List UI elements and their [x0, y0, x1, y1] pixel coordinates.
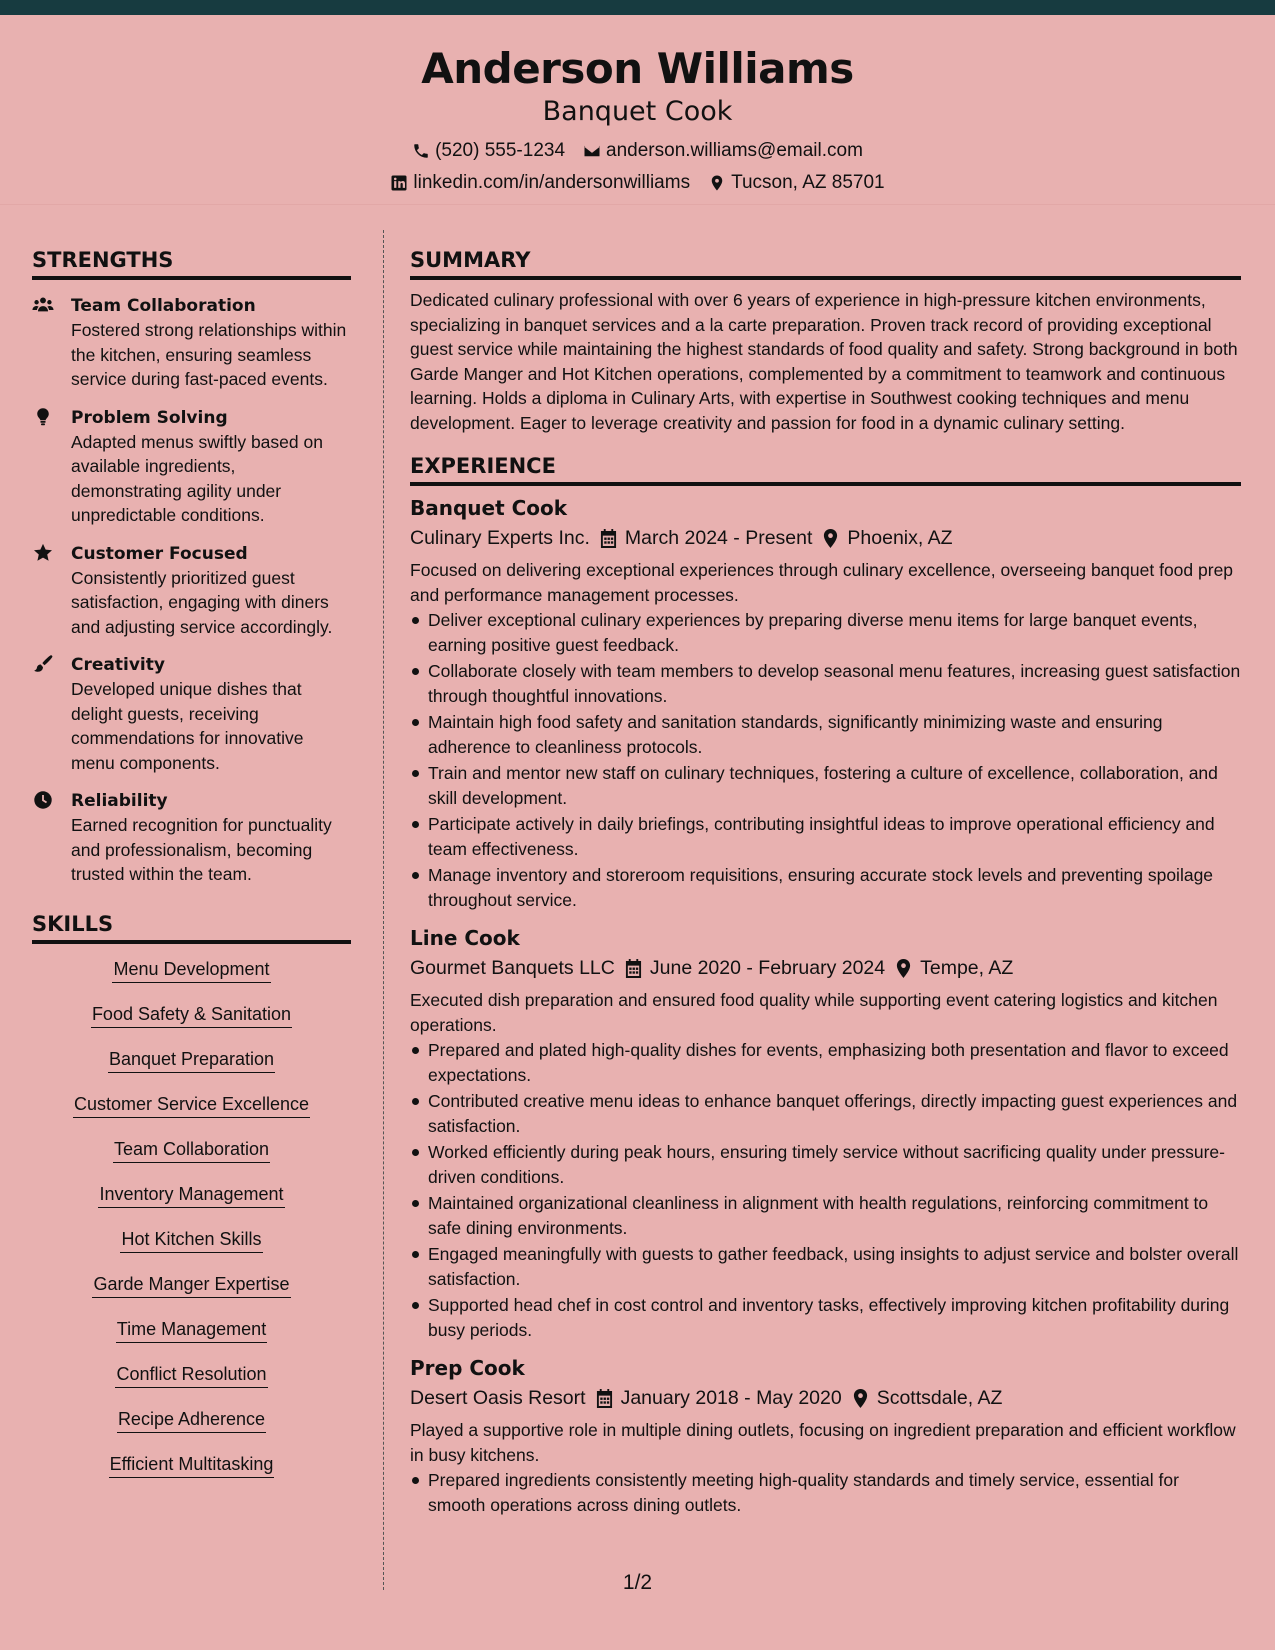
skill-label: Conflict Resolution — [115, 1361, 267, 1388]
strength-desc: Adapted menus swiftly based on available ingredients, demonstrating agility under unpredictable conditions. — [71, 431, 323, 525]
skill-label: Food Safety & Sanitation — [91, 1001, 292, 1028]
job-bullet: Engaged meaningfully with guests to gather feedback, using insights to adjust service and bolster overall satisfaction. — [410, 1242, 1241, 1291]
job-bullet: Prepared and plated high-quality dishes for events, emphasizing both presentation and flavor to exceed expectations. — [410, 1038, 1241, 1087]
linkedin-text[interactable]: linkedin.com/in/andersonwilliams — [413, 172, 691, 193]
job-bullet: Maintained organizational cleanliness in alignment with health regulations, reinforcing commitment to safe dining environments. — [410, 1191, 1241, 1240]
job-meta — [410, 1384, 1241, 1412]
candidate-role: Banquet Cook — [542, 96, 733, 127]
job-dates-text: March 2024 - Present — [624, 527, 813, 549]
skill-label: Team Collaboration — [113, 1136, 270, 1163]
skills-heading: SKILLS — [32, 909, 351, 944]
job-location-text: Phoenix, AZ — [847, 527, 953, 549]
job-company: Culinary Experts Inc. — [410, 527, 590, 549]
map-pin-icon — [708, 174, 726, 192]
job-bullet: Prepared ingredients consistently meeting high-quality standards and timely service, essential for smooth operations across dining outlets. — [410, 1468, 1241, 1517]
strength-desc: Earned recognition for punctuality and professionalism, becoming trusted within the team. — [71, 815, 332, 884]
clock-icon — [32, 790, 56, 812]
skill-label: Inventory Management — [98, 1181, 284, 1208]
email-text[interactable]: anderson.williams@email.com — [606, 140, 863, 161]
email-contact[interactable] — [583, 139, 863, 163]
job-location — [822, 524, 952, 552]
phone-icon — [412, 142, 430, 160]
linkedin-icon — [390, 174, 408, 192]
job-company: Gourmet Banquets LLC — [410, 957, 615, 979]
job-description: Played a supportive role in multiple dining outlets, focusing on ingredient preparation and efficient workflow in busy kitchens. — [410, 1420, 1236, 1465]
skill-item — [32, 1136, 351, 1164]
resume-header — [0, 15, 1275, 205]
left-column — [32, 245, 351, 1496]
strength-desc: Consistently prioritized guest satisfaction, engaging with diners and adjusting service accordingly. — [71, 567, 333, 637]
skill-item — [32, 1406, 351, 1434]
skill-item — [32, 1001, 351, 1029]
job-bullet: Manage inventory and storeroom requisitions, ensuring accurate stock levels and preventing spoilage throughout service. — [410, 863, 1241, 912]
envelope-icon — [583, 142, 601, 160]
skills-list — [32, 956, 351, 1479]
strength-item — [32, 294, 351, 392]
job-location-text: Scottsdale, AZ — [876, 1387, 1003, 1409]
job-bullets — [410, 1468, 1241, 1517]
job-bullet: Deliver exceptional culinary experiences by preparing diverse menu items for large banquet events, earning positive guest feedback. — [410, 608, 1241, 657]
job-dates-text: June 2020 - February 2024 — [649, 957, 886, 979]
skill-item — [32, 1361, 351, 1389]
job-bullet: Contributed creative menu ideas to enhance banquet offerings, directly impacting guest experiences and satisfaction. — [410, 1089, 1241, 1138]
job-dates-text: January 2018 - May 2020 — [620, 1387, 842, 1409]
skill-item — [32, 1046, 351, 1074]
job-dates — [600, 524, 813, 552]
strength-item — [32, 653, 351, 775]
summary-text: Dedicated culinary professional with over 6 years of experience in high-pressure kitchen environments, specializing in banquet services and a la carte preparation. Proven track record of providing exceptional guest service while maintaining the highest standards of food quality and safety. Strong background in both Garde Manger and Hot Kitchen operations, complemented by a commitment to teamwork and continuous learning. Holds a diploma in Culinary Arts, with expertise in Southwest cooking techniques and menu development. Eager to leverage creativity and passion for food in a dynamic culinary setting. — [410, 290, 1238, 433]
skill-label: Garde Manger Expertise — [92, 1271, 290, 1298]
skill-label: Time Management — [116, 1316, 267, 1343]
job-entry — [410, 1354, 1241, 1517]
job-bullets — [410, 1038, 1241, 1342]
summary-heading: SUMMARY — [410, 245, 1241, 280]
job-bullet: Participate actively in daily briefings, contributing insightful ideas to improve operational efficiency and team effectiveness. — [410, 812, 1241, 861]
job-entry — [410, 924, 1241, 1342]
strength-item — [32, 542, 351, 640]
job-location — [895, 954, 1013, 982]
strength-title: Problem Solving — [71, 407, 228, 428]
contact-row-1 — [0, 139, 1275, 163]
strength-desc: Developed unique dishes that delight guests, receiving commendations for innovative menu components. — [71, 679, 304, 773]
page-number: 1/2 — [622, 1571, 653, 1594]
linkedin-contact[interactable] — [390, 171, 690, 195]
job-dates — [596, 1384, 842, 1412]
star-icon — [32, 543, 56, 565]
contact-row-2 — [0, 171, 1275, 195]
location-contact — [708, 171, 885, 195]
location-text: Tucson, AZ 85701 — [731, 172, 885, 193]
calendar-icon — [625, 959, 642, 978]
job-bullet: Collaborate closely with team members to develop seasonal menu features, increasing guest satisfaction through thoughtful innovations. — [410, 659, 1241, 708]
strength-title: Reliability — [71, 791, 168, 811]
job-entry — [410, 494, 1241, 912]
strength-title: Team Collaboration — [71, 296, 256, 316]
job-description: Focused on delivering exceptional experiences through culinary excellence, overseeing banquet food prep and performance management processes. — [410, 560, 1234, 605]
job-bullet: Train and mentor new staff on culinary techniques, fostering a culture of excellence, collaboration, and skill development. — [410, 761, 1241, 810]
job-bullet: Supported head chef in cost control and inventory tasks, effectively improving kitchen profitability during busy periods. — [410, 1293, 1241, 1342]
job-bullet: Maintain high food safety and sanitation standards, significantly minimizing waste and ensuring adherence to cleanliness protocols. — [410, 710, 1241, 759]
job-meta — [410, 524, 1241, 552]
brush-icon — [32, 654, 56, 676]
job-title: Banquet Cook — [410, 496, 568, 520]
skill-item — [32, 1091, 351, 1119]
job-location — [852, 1384, 1003, 1412]
skill-label: Recipe Adherence — [117, 1406, 266, 1433]
job-bullet: Worked efficiently during peak hours, ensuring timely service without sacrificing quality under pressure-driven conditions. — [410, 1140, 1241, 1189]
phone-contact — [412, 139, 565, 163]
map-pin-icon — [852, 1389, 869, 1408]
phone-text: (520) 555-1234 — [435, 140, 566, 161]
job-description: Executed dish preparation and ensured food quality while supporting event catering logistics and kitchen operations. — [410, 990, 1218, 1035]
skill-item — [32, 1226, 351, 1254]
job-location-text: Tempe, AZ — [920, 957, 1014, 979]
skill-label: Efficient Multitasking — [109, 1451, 275, 1478]
job-dates — [625, 954, 885, 982]
job-title: Prep Cook — [410, 1356, 525, 1380]
map-pin-icon — [822, 529, 839, 548]
job-company: Desert Oasis Resort — [410, 1387, 586, 1409]
map-pin-icon — [895, 959, 912, 978]
strengths-heading: STRENGTHS — [32, 245, 351, 280]
lightbulb-icon — [32, 407, 56, 429]
strength-title: Creativity — [71, 655, 165, 675]
strength-title: Customer Focused — [71, 543, 248, 564]
strength-item — [32, 789, 351, 887]
strength-desc: Fostered strong relationships within the kitchen, ensuring seamless service during fast-paced events. — [71, 320, 347, 389]
skill-item — [32, 956, 351, 984]
skill-label: Menu Development — [112, 956, 270, 983]
users-icon — [32, 295, 56, 317]
strength-item — [32, 406, 351, 528]
candidate-name: Anderson Williams — [421, 44, 854, 93]
experience-heading: EXPERIENCE — [410, 451, 1241, 486]
job-meta — [410, 954, 1241, 982]
skill-label: Customer Service Excellence — [73, 1091, 310, 1118]
calendar-icon — [596, 1389, 613, 1408]
skill-label: Hot Kitchen Skills — [120, 1226, 262, 1253]
skill-item — [32, 1316, 351, 1344]
skill-item — [32, 1451, 351, 1479]
skill-label: Banquet Preparation — [108, 1046, 275, 1073]
skill-item — [32, 1271, 351, 1299]
top-bar — [0, 0, 1275, 15]
column-divider — [383, 230, 384, 1590]
job-bullets — [410, 608, 1241, 912]
skill-item — [32, 1181, 351, 1209]
job-title: Line Cook — [410, 926, 520, 950]
calendar-icon — [600, 529, 617, 548]
right-column — [410, 245, 1241, 1519]
